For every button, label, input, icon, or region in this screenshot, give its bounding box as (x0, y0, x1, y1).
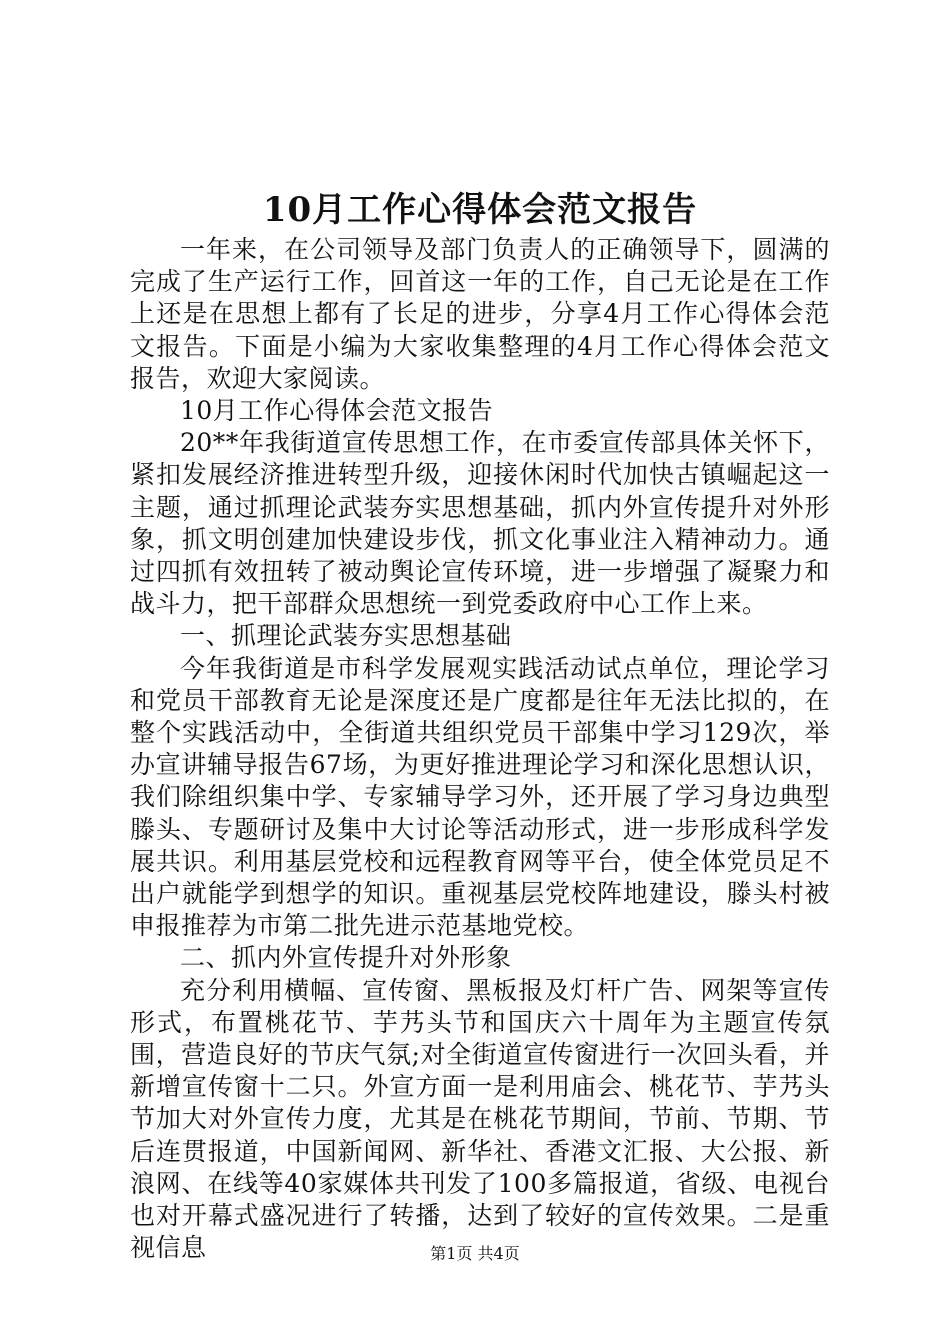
paragraph-section-1: 今年我街道是市科学发展观实践活动试点单位，理论学习和党员干部教育无论是深度还是广度都是往年无法比拟的，在整个实践活动中，全街道共组织党员干部集中学习129次，举办宣讲辅导报告67场，为更好推进理论学习和深化思想认识，我们除组织集中学、专家辅导学习外，还开展了学习身边典型滕头、专题研讨及集中大讨论等活动形式，进一步形成科学发展共识。利用基层党校和远程教育网等平台，使全体党员足不出户就能学到想学的知识。重视基层党校阵地建设，滕头村被申报推荐为市第二批先进示范基地党校。 (130, 653, 830, 941)
paragraph-subtitle: 10月工作心得体会范文报告 (180, 396, 494, 426)
section-heading-2: 二、抓内外宣传提升对外形象 (180, 943, 512, 973)
document-body (130, 234, 830, 1265)
document-title: 10月工作心得体会范文报告 (262, 190, 698, 230)
paragraph-intro: 一年来，在公司领导及部门负责人的正确领导下，圆满的完成了生产运行工作，回首这一年的工作，自己无论是在工作上还是在思想上都有了长足的进步，分享4月工作心得体会范文报告。下面是小编为大家收集整理的4月工作心得体会范文报告，欢迎大家阅读。 (130, 235, 830, 393)
paragraph-section-2: 充分利用横幅、宣传窗、黑板报及灯杆广告、网架等宣传形式，布置桃花节、芋艿头节和国庆六十周年为主题宣传氛围，营造良好的节庆气氛;对全街道宣传窗进行一次回头看，并新增宣传窗十二只。外宣方面一是利用庙会、桃花节、芋艿头节加大对外宣传力度，尤其是在桃花节期间，节前、节期、节后连贯报道，中国新闻网、新华社、香港文汇报、大公报、新浪网、在线等40家媒体共刊发了100多篇报道，省级、电视台也对开幕式盛况进行了转播，达到了较好的宣传效果。二是重视信息 (130, 975, 830, 1263)
section-heading-1: 一、抓理论武装夯实思想基础 (180, 621, 512, 651)
page-footer: 第1页 共4页 (430, 1244, 520, 1263)
paragraph-overview: 20**年我街道宣传思想工作，在市委宣传部具体关怀下，紧扣发展经济推进转型升级，迎接休闲时代加快古镇崛起这一主题，通过抓理论武装夯实思想基础，抓内外宣传提升对外形象，抓文明创建加快建设步伐，抓文化事业注入精神动力。通过四抓有效扭转了被动舆论宣传环境，进一步增强了凝聚力和战斗力，把干部群众思想统一到党委政府中心工作上来。 (130, 428, 830, 619)
